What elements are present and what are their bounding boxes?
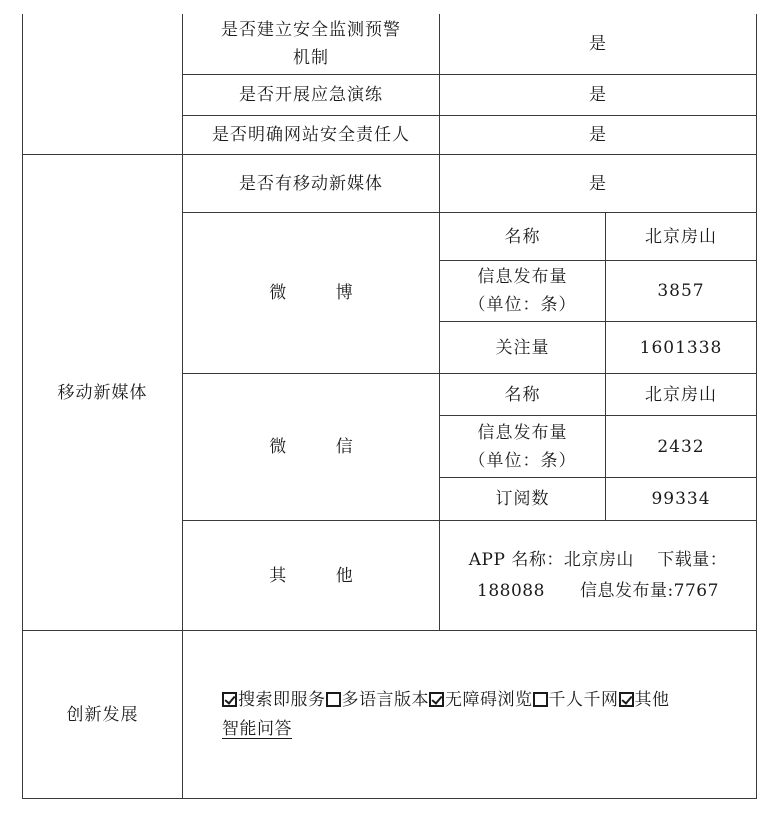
checkbox-checked-icon[interactable] — [429, 692, 444, 707]
weibo-name-value: 北京房山 — [645, 226, 717, 247]
innovation-options — [222, 686, 752, 744]
checkbox-unchecked-icon[interactable] — [533, 692, 548, 707]
monitoring-warning-label — [183, 14, 439, 74]
other-media-line1: APP 名称：北京房山 下载量： — [468, 549, 728, 570]
other-media-details — [440, 521, 756, 630]
weibo-posts-label — [440, 261, 605, 321]
weibo-posts-value: 3857 — [657, 281, 705, 301]
wechat-posts-label-line1: 信息发布量 — [477, 422, 568, 443]
other-media-line2: 188088 信息发布量:7767 — [477, 580, 719, 601]
emergency-drill-label: 是否开展应急演练 — [239, 85, 383, 105]
security-officer-label: 是否明确网站安全责任人 — [212, 125, 410, 145]
option-multi-language[interactable] — [326, 690, 430, 710]
emergency-drill-value: 是 — [589, 85, 607, 105]
option-label: 多语言版本 — [341, 690, 429, 710]
weibo-followers-value: 1601338 — [639, 337, 723, 358]
option-personalized-web[interactable] — [533, 690, 619, 710]
option-label: 其他 — [634, 690, 670, 710]
weibo-name-label: 名称 — [504, 226, 541, 247]
monitoring-warning-label-line2: 机制 — [293, 48, 329, 68]
security-officer-value: 是 — [589, 125, 607, 145]
wechat-posts-label-line2: （单位：条） — [468, 450, 577, 471]
option-label: 无障碍浏览 — [445, 690, 533, 710]
monitoring-warning-value: 是 — [589, 34, 607, 54]
table-border-bottom — [22, 798, 756, 799]
checkbox-checked-icon[interactable] — [619, 692, 634, 707]
wechat-label: 微 信 — [269, 437, 375, 457]
weibo-posts-label-line1: 信息发布量 — [477, 267, 568, 287]
table-border-right — [756, 14, 757, 799]
wechat-posts-label — [440, 416, 605, 477]
option-other[interactable] — [619, 690, 670, 710]
checkbox-checked-icon[interactable] — [222, 692, 237, 707]
monitoring-warning-label-line1: 是否建立安全监测预警 — [221, 20, 401, 40]
wechat-subs-label: 订阅数 — [495, 489, 550, 509]
option-accessibility[interactable] — [429, 690, 533, 710]
weibo-followers-label: 关注量 — [495, 337, 550, 358]
weibo-label: 微 博 — [269, 283, 375, 303]
wechat-posts-value: 2432 — [657, 436, 705, 457]
has-mobile-media-label: 是否有移动新媒体 — [239, 173, 383, 194]
option-label: 搜索即服务 — [238, 690, 326, 710]
other-detail: 智能问答 — [222, 719, 292, 739]
mobile-media-section-label: 移动新媒体 — [57, 382, 148, 403]
innovation-section-label: 创新发展 — [66, 704, 139, 725]
other-media-label: 其 他 — [269, 565, 375, 586]
wechat-subs-value: 99334 — [651, 489, 711, 509]
checkbox-unchecked-icon[interactable] — [326, 692, 341, 707]
has-mobile-media-value: 是 — [589, 173, 607, 194]
option-search-as-service[interactable] — [222, 690, 326, 710]
wechat-name-value: 北京房山 — [645, 384, 717, 405]
option-label: 千人千网 — [548, 690, 619, 710]
weibo-posts-label-line2: （单位：条） — [468, 295, 577, 315]
wechat-name-label: 名称 — [504, 384, 541, 405]
